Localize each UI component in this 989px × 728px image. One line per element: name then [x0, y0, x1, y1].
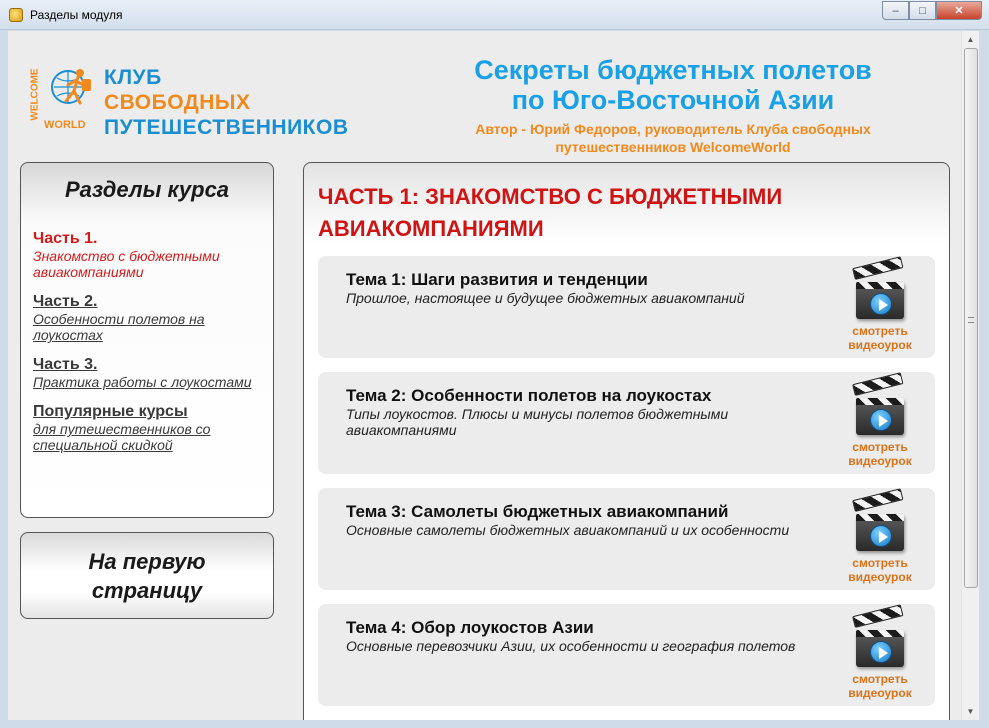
page-content [8, 31, 961, 720]
video-clapperboard-icon [855, 382, 905, 436]
sections-title: Разделы курса [64, 177, 230, 202]
video-clapperboard-icon [855, 498, 905, 552]
app-icon [9, 8, 23, 22]
maximize-button[interactable]: □ [909, 1, 936, 20]
course-title: Секреты бюджетных полетов по Юго-Восточной Азии [474, 55, 872, 115]
topic-description: Типы лоукостов. Плюсы и минусы полетов бюджетными авиакомпаниями [346, 406, 729, 438]
topic-description: Основные перевозчики Азии, их особенности и география полетов [346, 638, 796, 654]
logo-welcome-text: WELCOME [29, 68, 41, 121]
topic-title: Тема 3: Самолеты бюджетных авиакомпаний [346, 502, 729, 521]
topic-card-2[interactable] [318, 372, 935, 474]
grip-icon [968, 317, 974, 323]
watch-video-label: смотреть видеоурок [848, 672, 912, 700]
scroll-down-arrow-icon[interactable]: ▼ [966, 707, 975, 716]
part-title: ЧАСТЬ 1: ЗНАКОМСТВО С БЮДЖЕТНЫМИ АВИАКОМПАНИЯМИ [318, 184, 783, 241]
minimize-button[interactable]: – [882, 1, 909, 20]
logo-wordmark: КЛУБ СВОБОДНЫХ ПУТЕШЕСТВЕННИКОВ [104, 66, 349, 139]
topic-card-4[interactable] [318, 604, 935, 706]
watch-video-button[interactable] [838, 382, 922, 472]
main-panel [303, 162, 950, 720]
window-title: Разделы модуля [30, 8, 123, 22]
video-clapperboard-icon [855, 266, 905, 320]
topic-title: Тема 1: Шаги развития и тенденции [346, 270, 648, 289]
watch-video-button[interactable] [838, 614, 922, 704]
window-titlebar [0, 0, 989, 30]
course-author: Автор - Юрий Федоров, руководитель Клуба свободных путешественников WelcomeWorld [475, 121, 871, 155]
scroll-up-arrow-icon[interactable]: ▲ [966, 35, 975, 44]
traveler-icon [44, 67, 96, 117]
sidebar-item-part-3[interactable]: Часть 3. Практика работы с лоукостами [33, 356, 252, 390]
logo-world-text: WORLD [44, 119, 86, 131]
topic-card-3[interactable] [318, 488, 935, 590]
watch-video-label: смотреть видеоурок [848, 324, 912, 352]
window-controls [882, 1, 982, 20]
home-page-button[interactable]: На первую страницу [20, 532, 274, 619]
sections-list [33, 230, 265, 466]
topic-card-1[interactable] [318, 256, 935, 358]
topic-title: Тема 4: Обор лоукостов Азии [346, 618, 594, 637]
topic-description: Основные самолеты бюджетных авиакомпаний и их особенности [346, 522, 790, 538]
vertical-scrollbar[interactable] [961, 31, 979, 720]
video-clapperboard-icon [855, 614, 905, 668]
course-sections-panel [20, 162, 274, 518]
scrollbar-thumb[interactable] [964, 48, 978, 588]
topic-description: Прошлое, настоящее и будущее бюджетных авиакомпаний [346, 290, 745, 306]
watch-video-label: смотреть видеоурок [848, 440, 912, 468]
watch-video-button[interactable] [838, 498, 922, 588]
watch-video-label: смотреть видеоурок [848, 556, 912, 584]
watch-video-button[interactable] [838, 266, 922, 356]
sidebar-item-popular-courses[interactable]: Популярные курсы для путешественников со специальной скидкой [33, 403, 211, 453]
sidebar-item-part-1[interactable]: Часть 1. Знакомство с бюджетными авиакомпаниями [33, 230, 220, 280]
topic-title: Тема 2: Особенности полетов на лоукостах [346, 386, 712, 405]
club-logo [28, 63, 368, 141]
sidebar-item-part-2[interactable]: Часть 2. Особенности полетов на лоукостах [33, 293, 205, 343]
close-button[interactable]: ✕ [936, 1, 982, 20]
